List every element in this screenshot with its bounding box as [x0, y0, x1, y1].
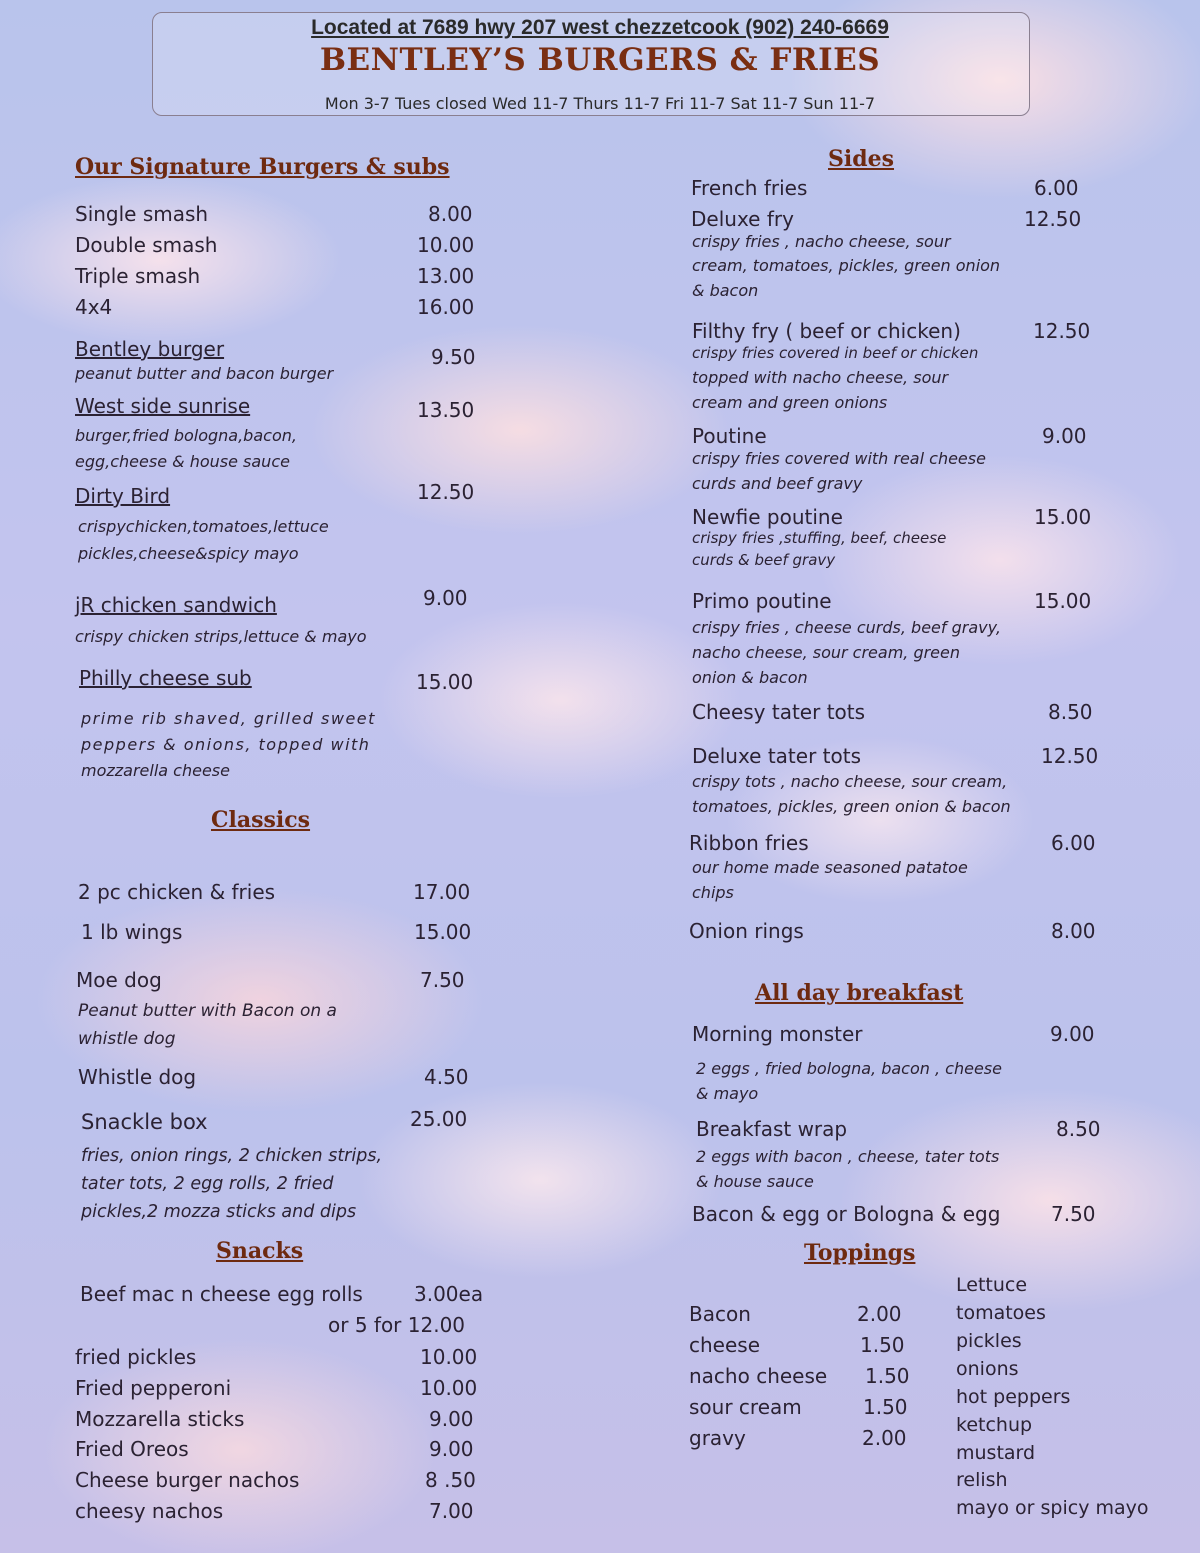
- menu-item-name: Deluxe fry: [691, 207, 794, 231]
- menu-item-price: 6.00: [1051, 831, 1096, 855]
- menu-item-price: 7.50: [420, 968, 465, 992]
- menu-item-name: Bacon & egg or Bologna & egg: [692, 1202, 1001, 1226]
- menu-item-price: 9.00: [1050, 1022, 1095, 1046]
- menu-item-name: Breakfast wrap: [696, 1117, 848, 1141]
- location-line: Located at 7689 hwy 207 west chezzetcook (902) 240-6669: [311, 16, 889, 39]
- menu-item-name: Morning monster: [692, 1022, 863, 1046]
- menu-item-price: 8 .50: [425, 1468, 476, 1492]
- menu-item-name: Fried pepperoni: [75, 1376, 232, 1400]
- menu-item-name: Single smash: [75, 202, 209, 226]
- topping-price: 1.50: [865, 1364, 910, 1388]
- menu-item-desc: onion & bacon: [692, 668, 808, 687]
- menu-item-name: Newfie poutine: [692, 505, 843, 529]
- menu-item-desc: crispy fries , cheese curds, beef gravy,: [692, 618, 1001, 637]
- menu-item-desc: cream and green onions: [692, 393, 888, 412]
- free-topping: ketchup: [956, 1414, 1033, 1436]
- menu-item-price: 12.50: [417, 480, 475, 504]
- menu-item-price: 8.50: [1056, 1117, 1101, 1141]
- menu-item-desc: egg,cheese & house sauce: [75, 452, 290, 471]
- menu-item-name: Philly cheese sub: [79, 666, 252, 690]
- menu-item-desc: peanut butter and bacon burger: [75, 364, 334, 383]
- menu-item-price: 8.00: [428, 202, 473, 226]
- menu-item-price: 7.50: [1051, 1202, 1096, 1226]
- menu-item-price: 10.00: [420, 1345, 478, 1369]
- menu-item-desc: pickles,2 mozza sticks and dips: [81, 1202, 357, 1222]
- menu-item-desc: peppers & onions, topped with: [81, 735, 371, 754]
- menu-item-desc: crispychicken,tomatoes,lettuce: [78, 517, 329, 536]
- menu-item-name: French fries: [691, 176, 808, 200]
- menu-item-desc: Peanut butter with Bacon on a: [78, 1001, 337, 1021]
- menu-item-desc: 2 eggs with bacon , cheese, tater tots: [696, 1147, 1000, 1166]
- menu-item-price: 15.00: [416, 670, 474, 694]
- menu-item-price: 15.00: [1034, 589, 1092, 613]
- menu-item-desc: mozzarella cheese: [81, 761, 230, 780]
- menu-item-desc: curds & beef gravy: [692, 551, 836, 569]
- menu-item-desc: prime rib shaved, grilled sweet: [81, 709, 376, 728]
- menu-item-price: 13.50: [417, 398, 475, 422]
- menu-item-desc: crispy fries , nacho cheese, sour: [692, 232, 951, 251]
- section-title-breakfast: All day breakfast: [755, 980, 964, 1006]
- menu-item-name: cheesy nachos: [75, 1499, 224, 1523]
- free-topping: mustard: [956, 1442, 1036, 1464]
- menu-item-desc: cream, tomatoes, pickles, green onion: [692, 256, 1001, 275]
- menu-item-price: 10.00: [417, 233, 475, 257]
- free-topping: mayo or spicy mayo: [956, 1497, 1149, 1519]
- menu-item-price: 10.00: [420, 1376, 478, 1400]
- menu-item-price: 9.00: [429, 1437, 474, 1461]
- menu-item-desc: burger,fried bologna,bacon,: [75, 426, 297, 445]
- menu-item-name: Primo poutine: [692, 589, 832, 613]
- menu-item-price: 7.00: [429, 1499, 474, 1523]
- menu-item-name: Ribbon fries: [689, 831, 809, 855]
- menu-item-price: 12.50: [1041, 744, 1099, 768]
- menu-item-price: 12.50: [1033, 319, 1091, 343]
- menu-item-price: 3.00ea: [414, 1282, 484, 1306]
- hours-line: Mon 3-7 Tues closed Wed 11-7 Thurs 11-7 Fri 11-7 Sat 11-7 Sun 11-7: [324, 94, 876, 113]
- menu-item-price: 6.00: [1034, 176, 1079, 200]
- topping-price: 2.00: [857, 1302, 902, 1326]
- menu-item-price: 9.50: [431, 345, 476, 369]
- menu-item-price: 9.00: [429, 1407, 474, 1431]
- menu-item-price: 15.00: [414, 920, 472, 944]
- menu-item-name: Deluxe tater tots: [692, 744, 861, 768]
- menu-item-desc: crispy tots , nacho cheese, sour cream,: [692, 772, 1008, 791]
- menu-item-desc: crispy fries covered with real cheese: [692, 449, 986, 468]
- menu-item-name: Onion rings: [689, 919, 804, 943]
- menu-item-desc: topped with nacho cheese, sour: [692, 368, 949, 387]
- free-topping: hot peppers: [956, 1386, 1071, 1408]
- topping-name: Bacon: [689, 1302, 751, 1326]
- menu-item-price: 8.50: [1048, 700, 1093, 724]
- section-title-snacks: Snacks: [216, 1238, 304, 1264]
- topping-name: sour cream: [689, 1395, 802, 1419]
- menu-item-name: Beef mac n cheese egg rolls: [80, 1282, 363, 1306]
- menu-item-name: 4x4: [75, 295, 113, 319]
- menu-item-desc: crispy chicken strips,lettuce & mayo: [75, 627, 367, 646]
- topping-price: 2.00: [862, 1426, 907, 1450]
- section-title-signature: Our Signature Burgers & subs: [75, 154, 450, 180]
- section-title-toppings: Toppings: [804, 1240, 916, 1266]
- menu-item-desc: chips: [692, 883, 734, 902]
- menu-item-name: Cheesy tater tots: [692, 700, 866, 724]
- menu-item-price: 9.00: [1042, 424, 1087, 448]
- topping-name: cheese: [689, 1333, 761, 1357]
- menu-item-name: jR chicken sandwich: [75, 593, 277, 617]
- menu-item-name: Dirty Bird: [75, 484, 171, 508]
- free-topping: relish: [956, 1469, 1008, 1491]
- menu-item-desc: crispy fries ,stuffing, beef, cheese: [692, 529, 947, 547]
- menu-item-name: 1 lb wings: [81, 920, 183, 944]
- menu-item-desc: & house sauce: [696, 1172, 814, 1191]
- free-topping: pickles: [956, 1330, 1022, 1352]
- topping-price: 1.50: [863, 1395, 908, 1419]
- menu-item-name: Bentley burger: [75, 337, 225, 361]
- menu-item-desc: tater tots, 2 egg rolls, 2 fried: [81, 1174, 334, 1194]
- menu-item-price: 12.50: [1024, 207, 1082, 231]
- menu-item-name: Double smash: [75, 233, 218, 257]
- menu-item-name: Whistle dog: [78, 1065, 197, 1089]
- menu-item-price: 16.00: [417, 295, 475, 319]
- menu-item-name: fried pickles: [75, 1345, 197, 1369]
- menu-item-name: Poutine: [692, 424, 767, 448]
- menu-item-name: Mozzarella sticks: [75, 1407, 245, 1431]
- free-topping: Lettuce: [956, 1274, 1028, 1296]
- menu-item-price: 25.00: [410, 1107, 468, 1131]
- menu-item-name: 2 pc chicken & fries: [78, 880, 276, 904]
- menu-item-name: Filthy fry ( beef or chicken): [692, 319, 961, 343]
- menu-item-price: 15.00: [1034, 505, 1092, 529]
- menu-item-desc: & mayo: [696, 1084, 759, 1103]
- menu-item-desc: tomatoes, pickles, green onion & bacon: [692, 797, 1011, 816]
- menu-item-name: Fried Oreos: [75, 1437, 189, 1461]
- restaurant-name: BENTLEY’S BURGERS & FRIES: [319, 42, 881, 78]
- menu-item-name: Moe dog: [76, 968, 162, 992]
- menu-item-desc: fries, onion rings, 2 chicken strips,: [81, 1146, 383, 1166]
- menu-item-desc: curds and beef gravy: [692, 474, 863, 493]
- menu-item-desc: pickles,cheese&spicy mayo: [78, 544, 299, 563]
- menu-item-price: 4.50: [424, 1065, 469, 1089]
- free-topping: tomatoes: [956, 1302, 1046, 1324]
- section-title-sides: Sides: [828, 146, 895, 172]
- menu-item-name: Snackle box: [81, 1110, 208, 1134]
- menu-item-name: West side sunrise: [75, 394, 251, 418]
- menu-item-desc: & bacon: [692, 281, 759, 300]
- menu-item-desc: our home made seasoned patatoe: [692, 858, 968, 877]
- menu-item-price-alt: or 5 for 12.00: [328, 1313, 466, 1337]
- menu-item-price: 9.00: [423, 586, 468, 610]
- menu-item-price: 8.00: [1051, 919, 1096, 943]
- free-topping: onions: [956, 1358, 1019, 1380]
- menu-item-desc: nacho cheese, sour cream, green: [692, 643, 961, 662]
- topping-price: 1.50: [860, 1333, 905, 1357]
- topping-name: gravy: [689, 1426, 746, 1450]
- menu-item-name: Triple smash: [75, 264, 201, 288]
- menu-item-price: 13.00: [417, 264, 475, 288]
- topping-name: nacho cheese: [689, 1364, 828, 1388]
- menu-item-price: 17.00: [413, 880, 471, 904]
- menu-item-desc: crispy fries covered in beef or chicken: [692, 344, 979, 362]
- menu-item-desc: 2 eggs , fried bologna, bacon , cheese: [696, 1059, 1002, 1078]
- section-title-classics: Classics: [211, 807, 311, 833]
- menu-item-desc: whistle dog: [78, 1029, 176, 1049]
- menu-item-name: Cheese burger nachos: [75, 1468, 300, 1492]
